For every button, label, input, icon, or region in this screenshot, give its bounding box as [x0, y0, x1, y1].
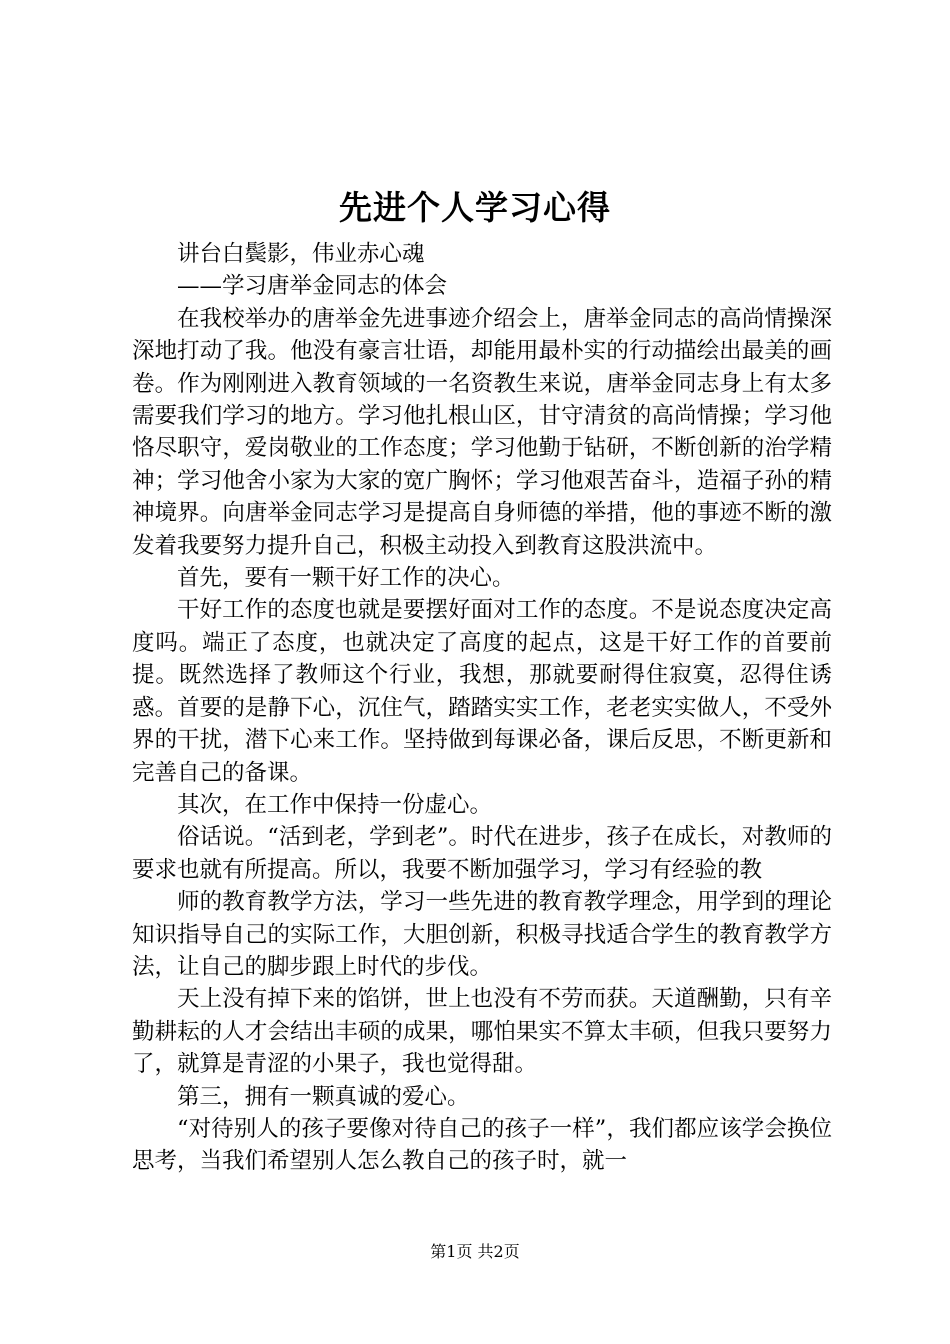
paragraph-subtitle: 讲台白鬓影，伟业赤心魂: [177, 241, 425, 267]
paragraph: 师的教育教学方法，学习一些先进的教育教学理念，用学到的理论知识指导自己的实际工作，大胆创新，积极寻找适合学生的教育教学方法，让自己的脚步跟上时代的步伐。: [132, 889, 832, 980]
paragraph: 干好工作的态度也就是要摆好面对工作的态度。不是说态度决定高度吗。端正了态度，也就决定了高度的起点，这是干好工作的首要前提。既然选择了教师这个行业，我想，那就要耐得住寂寞，忍得住诱惑。首要的是静下心，沉住气，踏踏实实工作，老老实实做人，不受外界的干扰，潜下心来工作。坚持做到每课必备，课后反思，不断更新和完善自己的备课。: [132, 597, 832, 786]
paragraph: “对待别人的孩子要像对待自己的孩子一样”，我们都应该学会换位思考，当我们希望别人怎么教自己的孩子时，就一: [132, 1115, 832, 1175]
document-title: 先进个人学习心得: [339, 188, 611, 227]
page-footer: 第1页 共2页: [430, 1242, 520, 1261]
document-body: [132, 238, 832, 1178]
paragraph: 在我校举办的唐举金先进事迹介绍会上，唐举金同志的高尚情操深深地打动了我。他没有豪言壮语，却能用最朴实的行动描绘出最美的画卷。作为刚刚进入教育领域的一名资教生来说，唐举金同志身上有太多需要我们学习的地方。学习他扎根山区，甘守清贫的高尚情操；学习他恪尽职守，爱岗敬业的工作态度；学习他勤于钻研，不断创新的治学精神；学习他舍小家为大家的宽广胸怀；学习他艰苦奋斗，造福子孙的精神境界。向唐举金同志学习是提高自身师德的举措，他的事迹不断的激发着我要努力提升自己，积极主动投入到教育这股洪流中。: [132, 305, 832, 559]
paragraph: 天上没有掉下来的馅饼，世上也没有不劳而获。天道酬勤，只有辛勤耕耘的人才会结出丰硕的成果，哪怕果实不算太丰硕，但我只要努力了，就算是青涩的小果子，我也觉得甜。: [132, 986, 832, 1078]
paragraph: 俗话说。“活到老，学到老”。时代在进步，孩子在成长，对教师的要求也就有所提高。所以，我要不断加强学习，学习有经验的教: [132, 824, 832, 883]
paragraph-heading: 首先，要有一颗干好工作的决心。: [177, 565, 515, 592]
paragraph-subtitle-secondary: ——学习唐举金同志的体会: [177, 273, 448, 300]
paragraph-heading: 其次，在工作中保持一份虚心。: [177, 791, 493, 818]
paragraph-heading: 第三，拥有一颗真诚的爱心。: [177, 1083, 470, 1110]
